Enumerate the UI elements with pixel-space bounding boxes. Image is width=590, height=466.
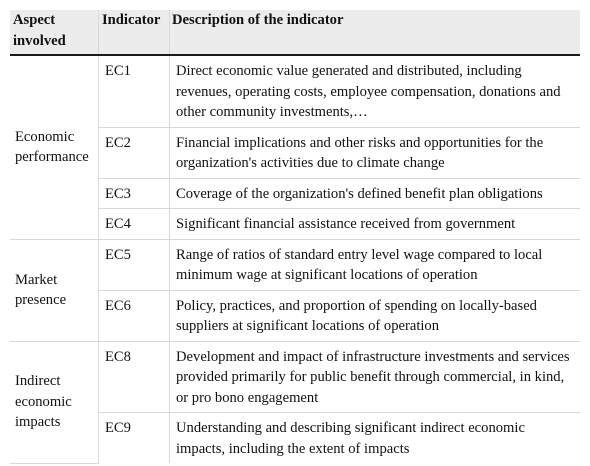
indicator-cell: EC9 xyxy=(99,413,170,464)
aspect-cell: Indirect economic impacts xyxy=(10,341,99,463)
description-cell: Range of ratios of standard entry level wage compared to local minimum wage at significant locations of operation xyxy=(170,239,581,290)
header-indicator: Indicator xyxy=(99,10,170,55)
aspect-cell: Market presence xyxy=(10,239,99,341)
description-cell: Coverage of the organization's defined benefit plan obligations xyxy=(170,178,581,209)
description-cell: Significant financial assistance received from government xyxy=(170,209,581,240)
header-row xyxy=(10,10,580,55)
table-row xyxy=(10,341,580,413)
indicator-cell: EC1 xyxy=(99,55,170,127)
table-row xyxy=(10,55,580,127)
aspect-cell: Economic performance xyxy=(10,55,99,239)
description-cell: Development and impact of infrastructure investments and services provided primarily for public benefit through commercial, in kind, or pro bono engagement xyxy=(170,341,581,413)
indicator-cell: EC8 xyxy=(99,341,170,413)
table-header xyxy=(10,10,580,55)
table-body xyxy=(10,55,580,463)
description-cell: Understanding and describing significant indirect economic impacts, including the extent of impacts xyxy=(176,420,525,457)
indicator-cell: EC5 xyxy=(99,239,170,290)
description-cell: Financial implications and other risks and opportunities for the organization's activities due to climate change xyxy=(170,127,581,178)
indicator-cell: EC6 xyxy=(99,290,170,341)
indicator-cell: EC3 xyxy=(99,178,170,209)
table-row xyxy=(10,239,580,290)
indicator-cell: EC4 xyxy=(99,209,170,240)
indicator-cell: EC2 xyxy=(99,127,170,178)
header-description: Description of the indicator xyxy=(170,10,581,55)
description-cell: Direct economic value generated and distributed, including revenues, operating costs, employee compensation, donations and other community investments,… xyxy=(170,55,581,127)
indicator-table xyxy=(10,10,580,464)
header-aspect: Aspect involved xyxy=(10,10,99,55)
description-cell: Policy, practices, and proportion of spending on locally-based suppliers at significant locations of operation xyxy=(170,290,581,341)
